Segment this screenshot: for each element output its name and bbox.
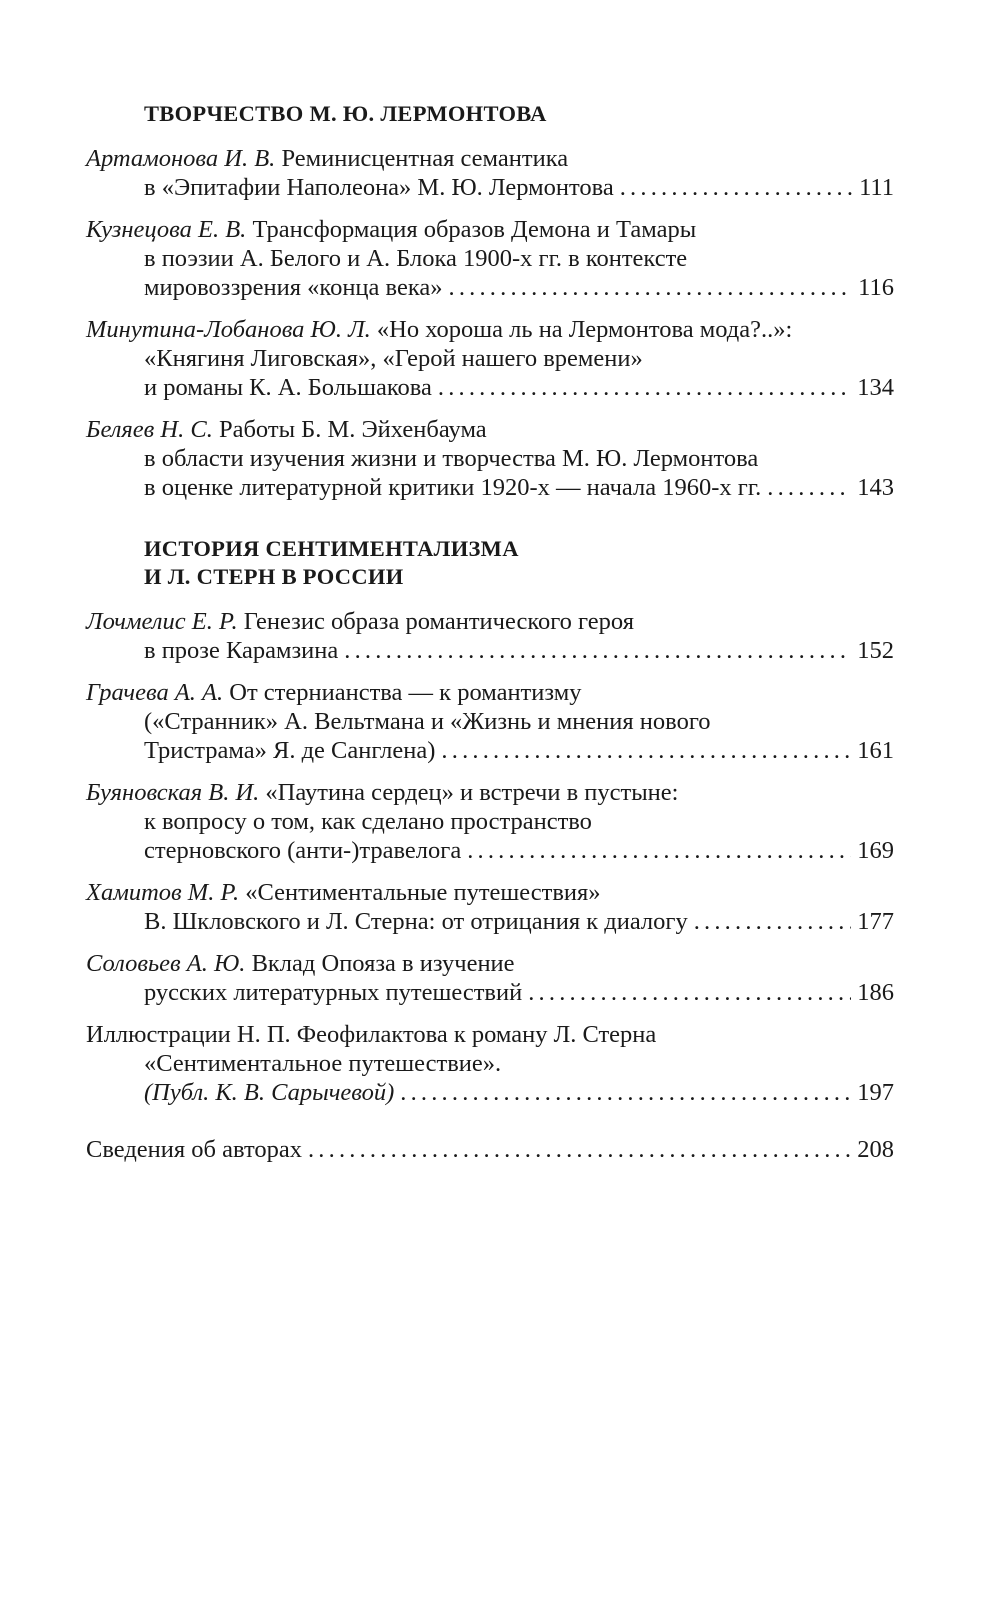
toc-entry-authors-info[interactable]: Сведения об авторах ..... 208	[86, 1135, 894, 1164]
entry-title: Вклад Опояза в изучение	[245, 950, 515, 977]
page-number: 143	[857, 474, 894, 501]
toc-entry[interactable]: Минутина-Лобанова Ю. Л. «Но хороша ль на Лермонтова мода?..»: «Княгиня Лиговская», «Герой нашего времени» и романы К. А. Большакова ..... 134	[86, 315, 894, 402]
entry-title: От стернианства — к романтизму	[223, 679, 582, 706]
page-number: 111	[859, 174, 894, 201]
table-of-contents	[86, 100, 894, 1164]
leader-dots	[344, 636, 851, 665]
page-number: 134	[857, 374, 894, 401]
entry-author: Грачева А. А.	[86, 679, 224, 706]
entry-title: Трансформация образов Демона и Тамары	[246, 216, 697, 243]
page-number: 161	[857, 737, 894, 764]
page-number: 197	[857, 1079, 894, 1106]
toc-entry[interactable]: Кузнецова Е. В. Трансформация образов Демона и Тамары в поэзии А. Белого и А. Блока 1900-х гг. в контексте мировоззрения «конца века» ..... 116	[86, 215, 894, 302]
page-number: 152	[857, 637, 894, 664]
page-number: 169	[857, 837, 894, 864]
section-title: ТВОРЧЕСТВО М. Ю. ЛЕРМОНТОВА	[144, 101, 547, 126]
entry-author: Соловьев А. Ю.	[86, 950, 246, 977]
entry-title: «Сентиментальные путешествия»	[239, 879, 601, 906]
page-number: 208	[857, 1136, 894, 1163]
page-number: 186	[857, 979, 894, 1006]
entry-author: Кузнецова Е. В.	[86, 216, 247, 243]
entry-author: Лочмелис Е. Р.	[86, 608, 238, 635]
entry-title: Иллюстрации Н. П. Феофилактова к роману Л. Стерна	[86, 1021, 657, 1048]
leader-dots	[694, 907, 852, 936]
toc-entry[interactable]: Хамитов М. Р. «Сентиментальные путешествия» В. Шкловского и Л. Стерна: от отрицания к диалогу ..... 177	[86, 878, 894, 936]
entry-author: Буяновская В. И.	[86, 779, 260, 806]
leader-dots	[467, 836, 851, 865]
leader-dots	[438, 373, 851, 402]
toc-entry[interactable]: Беляев Н. С. Работы Б. М. Эйхенбаума в области изучения жизни и творчества М. Ю. Лермонтова в оценке литературной критики 1920-х — начала 1960-х гг. ..... 143	[86, 415, 894, 502]
leader-dots	[449, 273, 853, 302]
entry-title: Реминисцентная семантика	[275, 145, 569, 172]
entry-title: «Но хороша ль на Лермонтова мода?..»:	[370, 316, 793, 343]
toc-entry[interactable]: Соловьев А. Ю. Вклад Опояза в изучение русских литературных путешествий ..... 186	[86, 949, 894, 1007]
page-number: 177	[857, 908, 894, 935]
toc-entry[interactable]: Иллюстрации Н. П. Феофилактова к роману Л. Стерна «Сентиментальное путешествие». (Публ. К. В. Сарычевой) ..... 197	[86, 1020, 894, 1107]
leader-dots	[308, 1135, 851, 1164]
entry-author: Минутина-Лобанова Ю. Л.	[86, 316, 371, 343]
entry-author: Артамонова И. В.	[86, 145, 276, 172]
toc-entry[interactable]: Грачева А. А. От стернианства — к романтизму («Странник» А. Вельтмана и «Жизнь и мнения нового Тристрама» Я. де Санглена) ..... 161	[86, 678, 894, 765]
toc-entry[interactable]: Буяновская В. И. «Паутина сердец» и встречи в пустыне: к вопросу о том, как сделано пространство стерновского (анти-)травелога ..... 169	[86, 778, 894, 865]
toc-entry[interactable]: Лочмелис Е. Р. Генезис образа романтического героя в прозе Карамзина ..... 152	[86, 607, 894, 665]
leader-dots	[620, 173, 853, 202]
entry-author: Беляев Н. С.	[86, 416, 213, 443]
entry-author: Хамитов М. Р.	[86, 879, 240, 906]
entry-title: Генезис образа романтического героя	[237, 608, 634, 635]
page-number: 116	[858, 274, 894, 301]
leader-dots	[400, 1078, 851, 1107]
entry-title: Работы Б. М. Эйхенбаума	[212, 416, 487, 443]
leader-dots	[767, 473, 851, 502]
entry-title: «Паутина сердец» и встречи в пустыне:	[259, 779, 679, 806]
entry-publisher: (Публ. К. В. Сарычевой)	[144, 1079, 395, 1106]
toc-entry[interactable]: Артамонова И. В. Реминисцентная семантика в «Эпитафии Наполеона» М. Ю. Лермонтова ..... 111	[86, 144, 894, 202]
section-title: ИСТОРИЯ СЕНТИМЕНТАЛИЗМА И Л. СТЕРН В РОССИИ	[144, 536, 519, 589]
leader-dots	[441, 736, 851, 765]
leader-dots	[528, 978, 851, 1007]
